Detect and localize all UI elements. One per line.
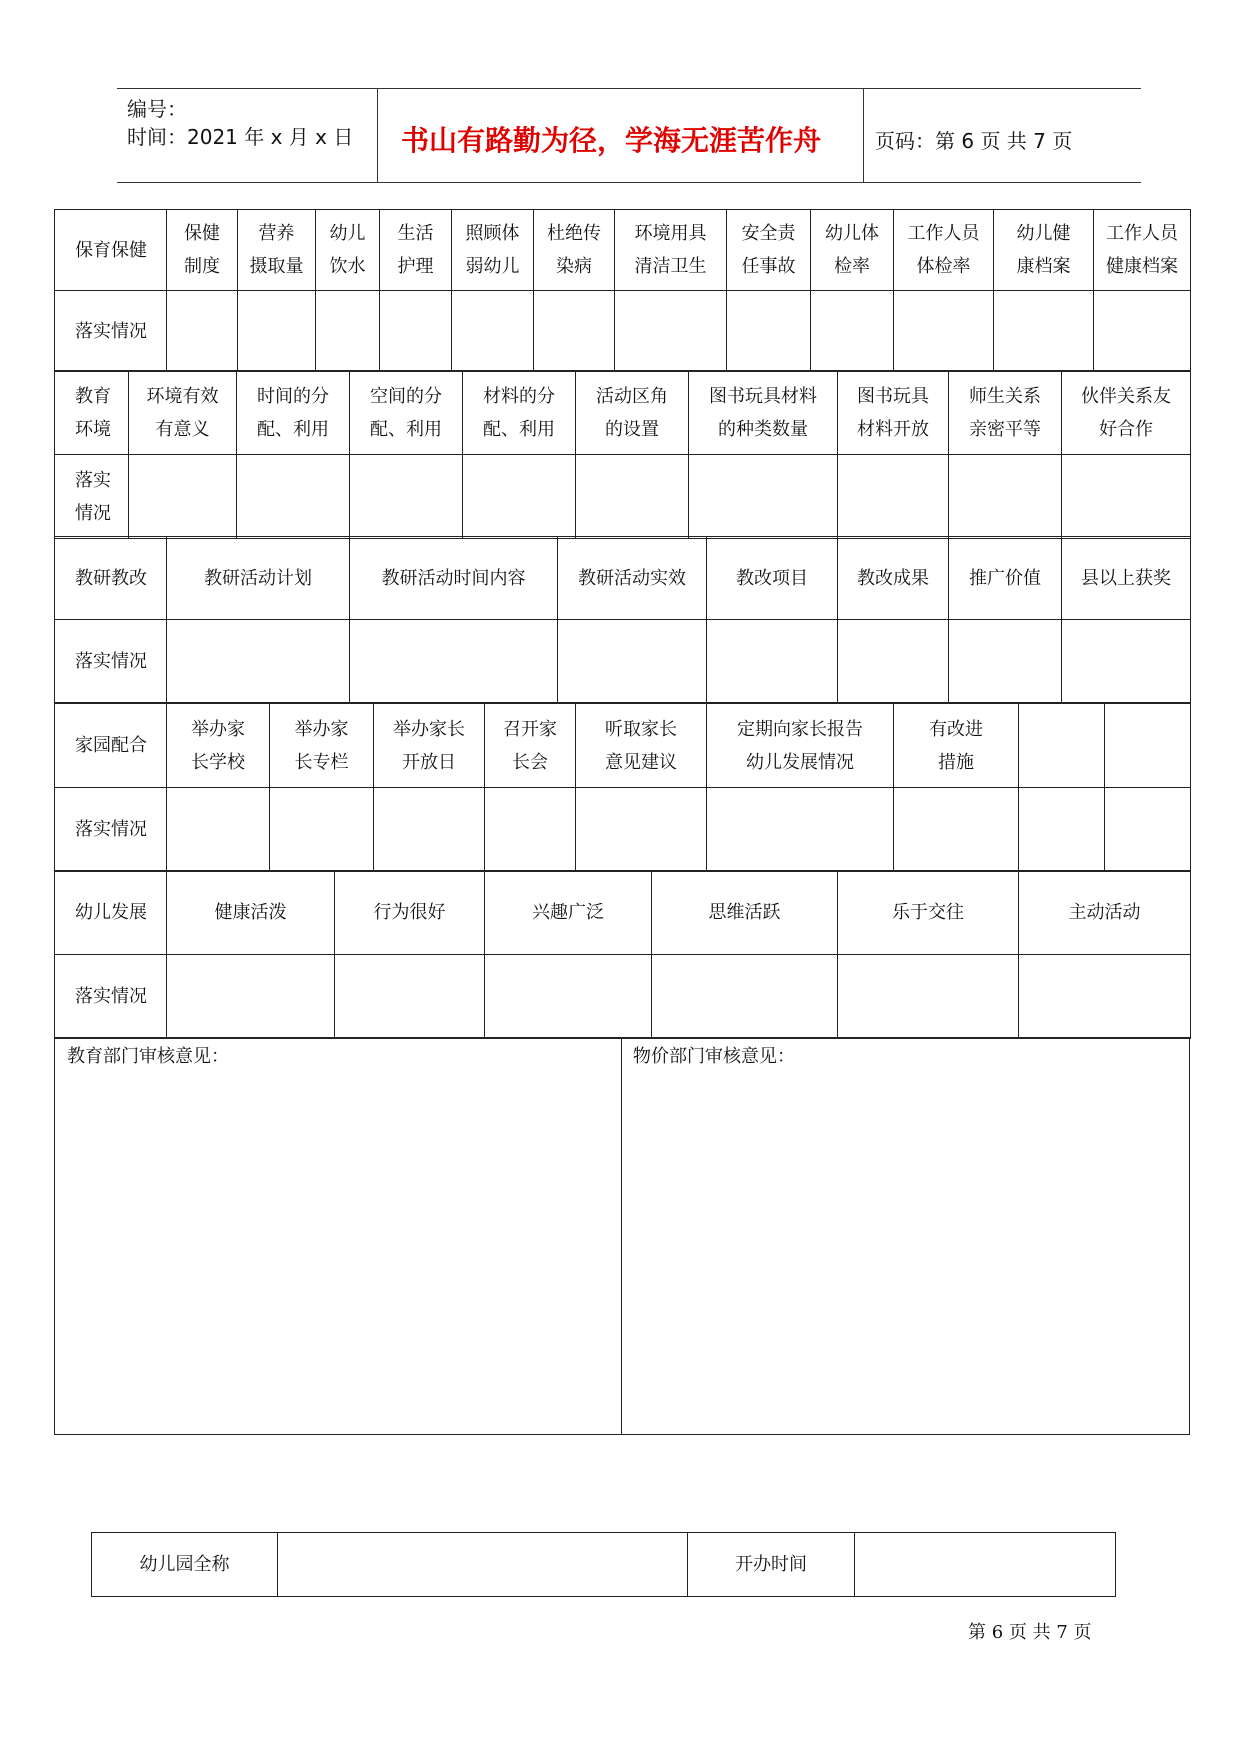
time-label: 时间：2021 年 x 月 x 日 [127, 125, 354, 149]
impl-label: 落实情况 [54, 619, 167, 703]
item-header: 教研活动计划 [166, 536, 350, 620]
impl-input-cell[interactable] [379, 290, 452, 372]
impl-input-cell[interactable] [166, 787, 270, 872]
item-header: 推广价值 [948, 536, 1062, 620]
impl-input-cell[interactable] [236, 454, 350, 539]
impl-input-cell[interactable] [688, 454, 838, 539]
impl-input-cell[interactable] [349, 454, 463, 539]
impl-input-cell[interactable] [484, 787, 576, 872]
item-header: 思维活跃 [651, 870, 838, 955]
impl-label: 落实情况 [54, 787, 167, 872]
item-header: 幼儿 饮水 [315, 209, 380, 291]
impl-input-cell[interactable] [651, 954, 838, 1039]
impl-input-cell[interactable] [166, 619, 350, 703]
item-header: 召开家 长会 [484, 703, 576, 788]
item-header: 保健 制度 [166, 209, 238, 291]
kindergarten-info-table [91, 1532, 1116, 1597]
impl-input-cell[interactable] [269, 787, 374, 872]
item-header: 听取家长 意见建议 [575, 703, 707, 788]
item-header: 县以上获奖 [1061, 536, 1191, 620]
open-time-label: 开办时间 [687, 1532, 855, 1597]
motto: 书山有路勤为径，学海无涯苦作舟 [401, 124, 822, 157]
kindergarten-name-value[interactable] [277, 1532, 688, 1597]
kindergarten-name-label: 幼儿园全称 [91, 1532, 278, 1597]
impl-input-cell[interactable] [462, 454, 576, 539]
item-header: 空间的分 配、利用 [349, 370, 463, 455]
impl-input-cell[interactable] [726, 290, 811, 372]
impl-input-cell[interactable] [557, 619, 707, 703]
impl-input-cell[interactable] [575, 454, 689, 539]
impl-label: 落实 情况 [54, 454, 129, 539]
impl-input-cell[interactable] [1104, 787, 1191, 872]
item-header: 环境有效 有意义 [128, 370, 237, 455]
header-divider [377, 89, 378, 182]
impl-input-cell[interactable] [451, 290, 534, 372]
page-footer: 第 6 页 共 7 页 [968, 1622, 1092, 1643]
impl-input-cell[interactable] [1061, 454, 1191, 539]
section-title: 教研教改 [54, 536, 167, 620]
impl-label: 落实情况 [54, 954, 167, 1039]
item-header: 举办家长 开放日 [373, 703, 485, 788]
impl-input-cell[interactable] [349, 619, 558, 703]
item-header: 主动活动 [1018, 870, 1191, 955]
document-header [117, 88, 1141, 183]
item-header: 活动区角 的设置 [575, 370, 689, 455]
item-header: 兴趣广泛 [484, 870, 652, 955]
impl-input-cell[interactable] [993, 290, 1094, 372]
impl-input-cell[interactable] [1018, 787, 1105, 872]
impl-input-cell[interactable] [706, 787, 894, 872]
item-header: 材料的分 配、利用 [462, 370, 576, 455]
impl-input-cell[interactable] [484, 954, 652, 1039]
impl-label: 落实情况 [54, 290, 167, 372]
item-header: 有改进 措施 [893, 703, 1019, 788]
impl-input-cell[interactable] [1093, 290, 1191, 372]
item-header [1104, 703, 1191, 788]
item-header: 生活 护理 [379, 209, 452, 291]
item-header: 举办家 长学校 [166, 703, 270, 788]
item-header: 行为很好 [334, 870, 485, 955]
opinion-area [54, 1037, 1190, 1435]
item-header: 环境用具 清洁卫生 [614, 209, 727, 291]
impl-input-cell[interactable] [837, 619, 949, 703]
impl-input-cell[interactable] [373, 787, 485, 872]
item-header: 工作人员 体检率 [893, 209, 994, 291]
item-header: 教改成果 [837, 536, 949, 620]
item-header: 图书玩具 材料开放 [837, 370, 949, 455]
impl-input-cell[interactable] [837, 954, 1019, 1039]
impl-input-cell[interactable] [128, 454, 237, 539]
impl-input-cell[interactable] [1061, 619, 1191, 703]
item-header: 师生关系 亲密平等 [948, 370, 1062, 455]
impl-input-cell[interactable] [533, 290, 615, 372]
item-header: 乐于交往 [837, 870, 1019, 955]
section-title: 保育保健 [54, 209, 167, 291]
section-title: 教育 环境 [54, 370, 129, 455]
item-header: 时间的分 配、利用 [236, 370, 350, 455]
opinion-divider [621, 1038, 622, 1434]
item-header: 伙伴关系友 好合作 [1061, 370, 1191, 455]
open-time-value[interactable] [854, 1532, 1116, 1597]
impl-input-cell[interactable] [315, 290, 380, 372]
impl-input-cell[interactable] [166, 954, 335, 1039]
impl-input-cell[interactable] [706, 619, 838, 703]
item-header: 营养 摄取量 [237, 209, 316, 291]
impl-input-cell[interactable] [948, 619, 1062, 703]
impl-input-cell[interactable] [575, 787, 707, 872]
item-header: 教改项目 [706, 536, 838, 620]
item-header: 教研活动实效 [557, 536, 707, 620]
impl-input-cell[interactable] [334, 954, 485, 1039]
item-header: 举办家 长专栏 [269, 703, 374, 788]
item-header: 图书玩具材料 的种类数量 [688, 370, 838, 455]
impl-input-cell[interactable] [1018, 954, 1191, 1039]
price-dept-opinion-label: 物价部门审核意见： [633, 1046, 795, 1067]
item-header [1018, 703, 1105, 788]
item-header: 定期向家长报告 幼儿发展情况 [706, 703, 894, 788]
impl-input-cell[interactable] [237, 290, 316, 372]
item-header: 杜绝传 染病 [533, 209, 615, 291]
item-header: 幼儿健 康档案 [993, 209, 1094, 291]
item-header: 幼儿体 检率 [810, 209, 894, 291]
impl-input-cell[interactable] [893, 290, 994, 372]
item-header: 照顾体 弱幼儿 [451, 209, 534, 291]
impl-input-cell[interactable] [810, 290, 894, 372]
item-header: 安全责 任事故 [726, 209, 811, 291]
serial-label: 编号： [127, 97, 187, 121]
item-header: 工作人员 健康档案 [1093, 209, 1191, 291]
impl-input-cell[interactable] [837, 454, 949, 539]
education-dept-opinion-label: 教育部门审核意见： [67, 1046, 229, 1067]
impl-input-cell[interactable] [948, 454, 1062, 539]
item-header: 健康活泼 [166, 870, 335, 955]
item-header: 教研活动时间内容 [349, 536, 558, 620]
section-title: 家园配合 [54, 703, 167, 788]
page-label: 页码：第 6 页 共 7 页 [875, 129, 1073, 153]
section-title: 幼儿发展 [54, 870, 167, 955]
impl-input-cell[interactable] [166, 290, 238, 372]
impl-input-cell[interactable] [614, 290, 727, 372]
impl-input-cell[interactable] [893, 787, 1019, 872]
